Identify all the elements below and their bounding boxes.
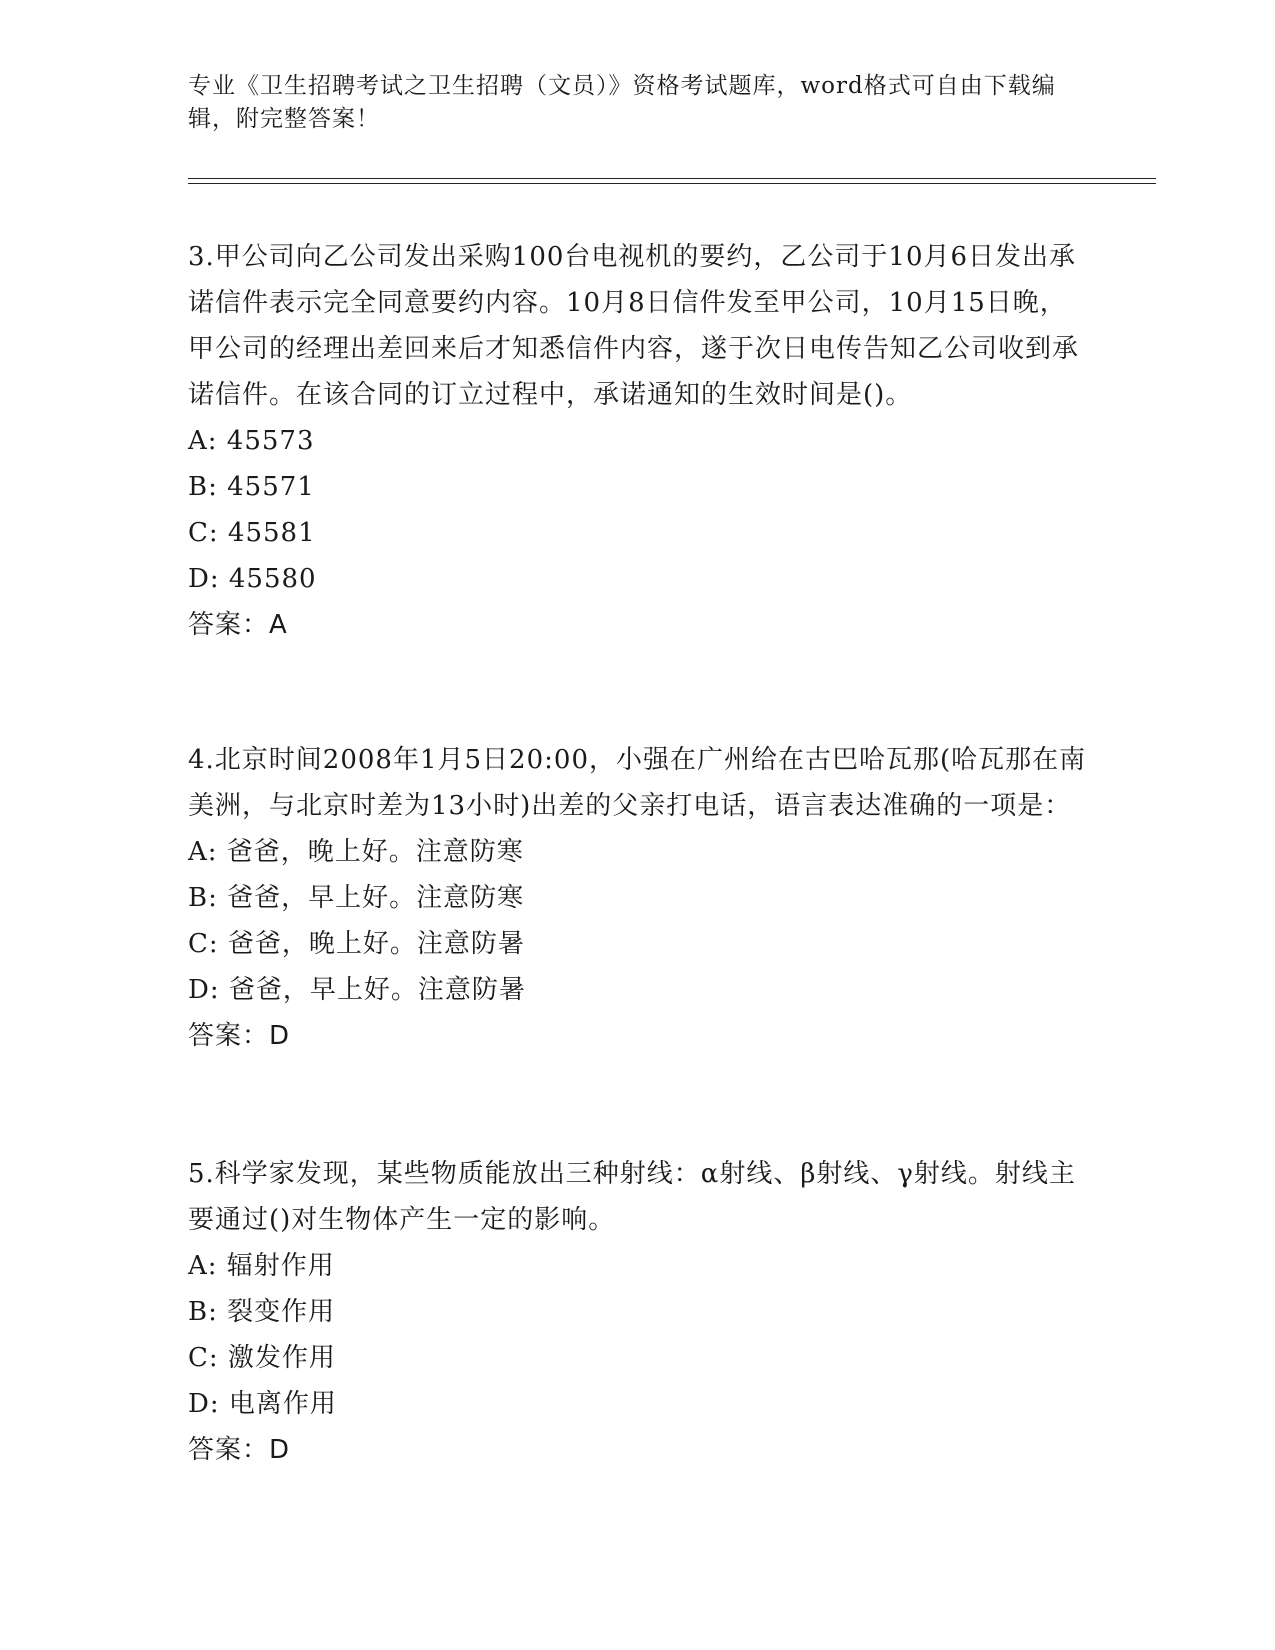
- option-c: C: 激发作用: [188, 1343, 336, 1373]
- option-d: D: 电离作用: [188, 1389, 337, 1419]
- option-c: C: 爸爸，晚上好。注意防暑: [188, 929, 525, 959]
- header-divider-bottom: [188, 183, 1156, 184]
- answer: 答案：D: [188, 1435, 291, 1465]
- question-5: [188, 1151, 1088, 1473]
- header-divider-top: [188, 178, 1156, 179]
- option-c: C: 45581: [188, 518, 316, 548]
- question-stem: 3.甲公司向乙公司发出采购100台电视机的要约，乙公司于10月6日发出承诺信件表示完全同意要约内容。10月8日信件发至甲公司，10月15日晚，甲公司的经理出差回来后才知悉信件内容，遂于次日电传告知乙公司收到承诺信件。在该合同的订立过程中，承诺通知的生效时间是()。: [188, 242, 1080, 410]
- question-stem: 4.北京时间2008年1月5日20:00，小强在广州给在古巴哈瓦那(哈瓦那在南美洲，与北京时差为13小时)出差的父亲打电话，语言表达准确的一项是：: [188, 745, 1087, 821]
- question-3: [188, 234, 1088, 648]
- document-header: 专业《卫生招聘考试之卫生招聘（文员）》资格考试题库，word格式可自由下载编辑，附完整答案！: [188, 73, 1056, 132]
- option-a: A: 爸爸，晚上好。注意防寒: [188, 837, 524, 867]
- option-d: D: 爸爸，早上好。注意防暑: [188, 975, 526, 1005]
- question-4: [188, 737, 1088, 1059]
- question-stem: 5.科学家发现，某些物质能放出三种射线：α射线、β射线、γ射线。射线主要通过()对生物体产生一定的影响。: [188, 1159, 1076, 1235]
- answer: 答案：D: [188, 1021, 291, 1051]
- option-b: B: 45571: [188, 472, 315, 502]
- option-b: B: 裂变作用: [188, 1297, 336, 1327]
- option-d: D: 45580: [188, 564, 317, 594]
- answer: 答案：A: [188, 610, 288, 640]
- option-b: B: 爸爸，早上好。注意防寒: [188, 883, 525, 913]
- option-a: A: 辐射作用: [188, 1251, 335, 1281]
- option-a: A: 45573: [188, 426, 315, 456]
